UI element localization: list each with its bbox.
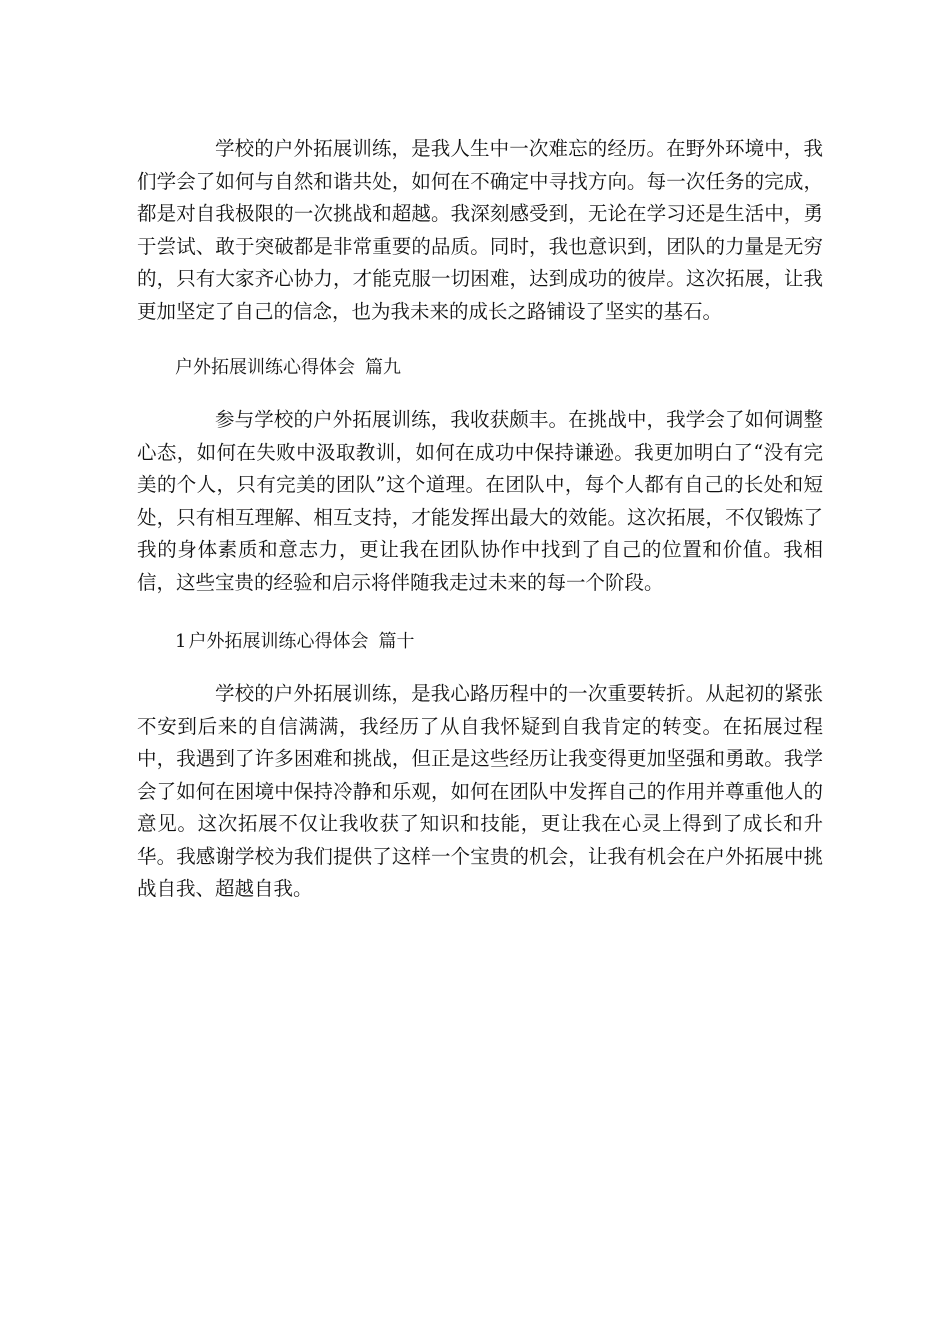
paragraph-part-9: 参与学校的户外拓展训练，我收获颇丰。在挑战中，我学会了如何调整心态，如何在失败中汲取教训，如何在成功中保持谦逊。我更加明白了“没有完美的个人，只有完美的团队”这个道理。在团队中，每个人都有自己的长处和短处，只有相互理解、相互支持，才能发挥出最大的效能。这次拓展，不仅锻炼了我的身体素质和意志力，更让我在团队协作中找到了自己的位置和价值。我相信，这些宝贵的经验和启示将伴随我走过未来的每一个阶段。 bbox=[137, 408, 823, 594]
paragraph-part-10: 学校的户外拓展训练，是我心路历程中的一次重要转折。从起初的紧张不安到后来的自信满满，我经历了从自我怀疑到自我肯定的转变。在拓展过程中，我遇到了许多困难和挑战，但正是这些经历让我变得更加坚强和勇敢。我学会了如何在困境中保持冷静和乐观，如何在团队中发挥自己的作用并尊重他人的意见。这次拓展不仅让我收获了知识和技能，更让我在心灵上得到了成长和升华。我感谢学校为我们提供了这样一个宝贵的机会，让我有机会在户外拓展中挑战自我、超越自我。 bbox=[137, 682, 823, 900]
heading-title: 户外拓展训练心得体会 bbox=[175, 357, 355, 378]
paragraph-intro: 学校的户外拓展训练，是我人生中一次难忘的经历。在野外环境中，我们学会了如何与自然和谐共处，如何在不确定中寻找方向。每一次任务的完成，都是对自我极限的一次挑战和超越。我深刻感受到，无论在学习还是生活中，勇于尝试、敢于突破都是非常重要的品质。同时，我也意识到，团队的力量是无穷的，只有大家齐心协力，才能克服一切困难，达到成功的彼岸。这次拓展，让我更加坚定了自己的信念，也为我未来的成长之路铺设了坚实的基石。 bbox=[137, 137, 823, 323]
heading-title: 户外拓展训练心得体会 bbox=[188, 631, 369, 652]
heading-prefix: 1 bbox=[175, 631, 187, 652]
heading-part: 篇十 bbox=[378, 631, 415, 652]
section-heading-10 bbox=[175, 628, 414, 656]
heading-part: 篇九 bbox=[365, 357, 401, 378]
section-heading-9 bbox=[175, 354, 401, 382]
